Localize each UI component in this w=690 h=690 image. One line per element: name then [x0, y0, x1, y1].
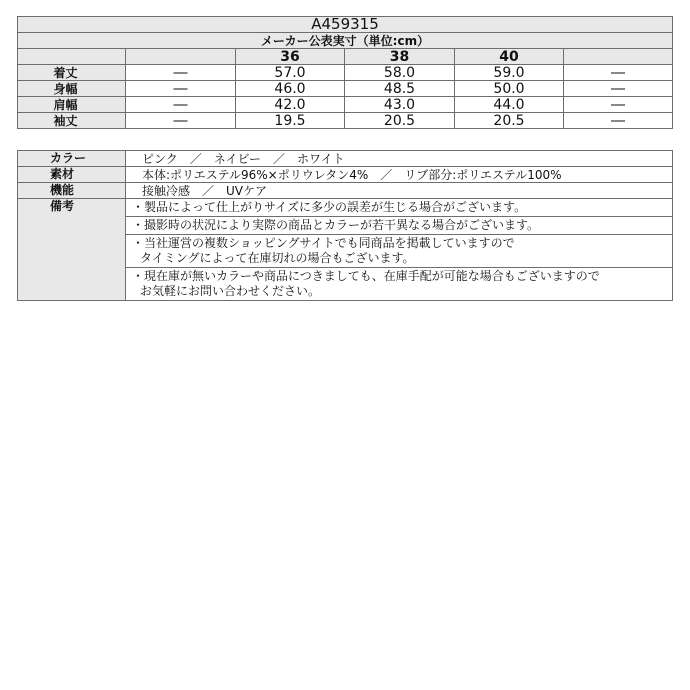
row-label: 着丈 — [18, 65, 126, 81]
value-cell: 20.5 — [455, 113, 564, 129]
value-cell: 44.0 — [455, 97, 564, 113]
row-label: 肩幅 — [18, 97, 126, 113]
size-header-cell: 38 — [345, 49, 455, 65]
value-cell: 58.0 — [345, 65, 455, 81]
notes-row — [18, 199, 673, 217]
value-cell: 48.5 — [345, 81, 455, 97]
row-label: 身幅 — [18, 81, 126, 97]
value-cell: 57.0 — [236, 65, 345, 81]
value-cell: 46.0 — [236, 81, 345, 97]
value-cell: ― — [564, 113, 673, 129]
value-cell: 42.0 — [236, 97, 345, 113]
product-code: A459315 — [18, 17, 673, 33]
product-code-row — [18, 17, 673, 33]
material-label: 素材 — [18, 167, 126, 183]
size-title-row — [18, 33, 673, 49]
value-cell: 59.0 — [455, 65, 564, 81]
size-header-cell: 36 — [236, 49, 345, 65]
note-item — [126, 199, 673, 217]
value-cell: 50.0 — [455, 81, 564, 97]
value-cell: ― — [564, 81, 673, 97]
value-cell: ― — [126, 65, 236, 81]
material-row — [18, 167, 673, 183]
value-cell: 19.5 — [236, 113, 345, 129]
note-text: お気軽にお問い合わせください。 — [140, 284, 321, 298]
note-item — [126, 268, 673, 301]
value-cell: ― — [564, 97, 673, 113]
value-cell: 20.5 — [345, 113, 455, 129]
material-value: 本体:ポリエステル96%×ポリウレタン4% ／ リブ部分:ポリエステル100% — [126, 167, 673, 183]
size-header-row — [18, 49, 673, 65]
value-cell: 43.0 — [345, 97, 455, 113]
note-text: ・撮影時の状況により実際の商品とカラーが若干異なる場合がございます。 — [132, 218, 540, 232]
size-row — [18, 97, 673, 113]
size-row — [18, 65, 673, 81]
color-row — [18, 151, 673, 167]
notes-label: 備考 — [18, 199, 126, 301]
note-text: ・現在庫が無いカラーや商品につきましても、在庫手配が可能な場合もございますので — [132, 269, 600, 283]
note-text: ・当社運営の複数ショッピングサイトでも同商品を掲載していますので — [132, 236, 515, 250]
function-row — [18, 183, 673, 199]
size-row — [18, 113, 673, 129]
value-cell: ― — [126, 113, 236, 129]
header-empty-cell — [18, 49, 126, 65]
size-table — [17, 16, 673, 129]
value-cell: ― — [126, 97, 236, 113]
note-item — [126, 217, 673, 235]
size-row — [18, 81, 673, 97]
note-item — [126, 235, 673, 268]
note-text: ・製品によって仕上がりサイズに多少の誤差が生じる場合がございます。 — [132, 200, 527, 214]
product-info-table — [17, 150, 673, 301]
header-empty-cell — [564, 49, 673, 65]
function-value: 接触冷感 ／ UVケア — [126, 183, 673, 199]
size-table-title: メーカー公表実寸（単位:cm） — [18, 33, 673, 49]
function-label: 機能 — [18, 183, 126, 199]
value-cell: ― — [564, 65, 673, 81]
header-empty-cell — [126, 49, 236, 65]
note-text: タイミングによって在庫切れの場合もございます。 — [140, 251, 415, 265]
color-value: ピンク ／ ネイビー ／ ホワイト — [126, 151, 673, 167]
row-label: 袖丈 — [18, 113, 126, 129]
value-cell: ― — [126, 81, 236, 97]
size-header-cell: 40 — [455, 49, 564, 65]
color-label: カラー — [18, 151, 126, 167]
